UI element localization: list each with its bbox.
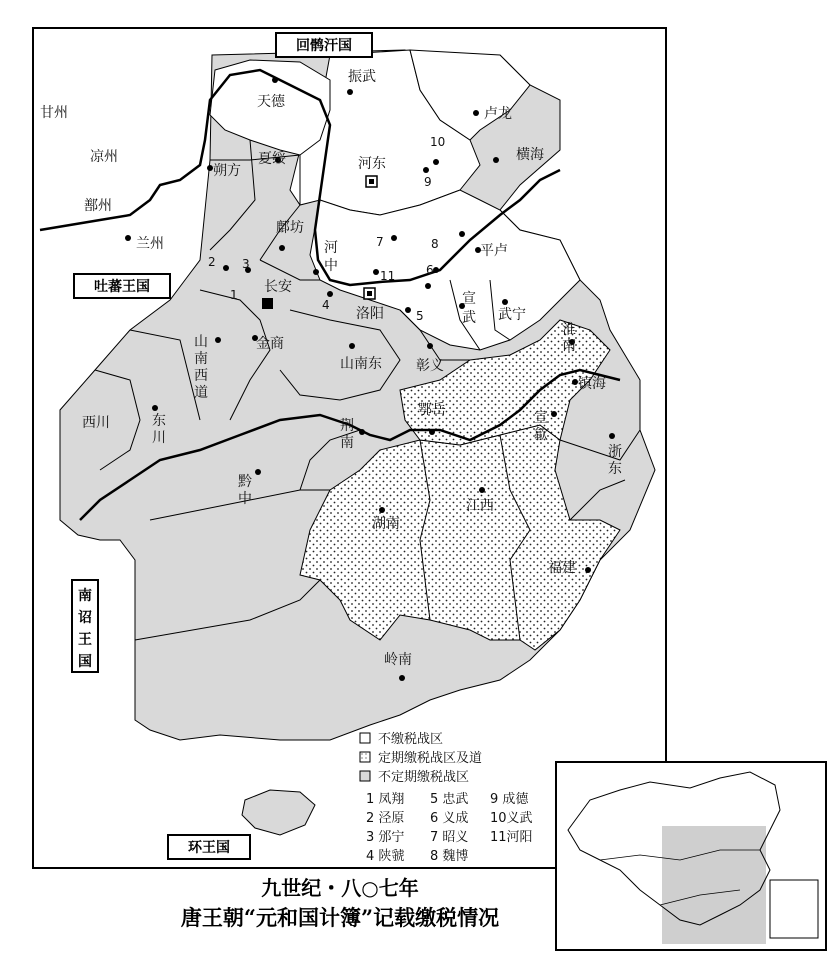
svg-text:鄂岳: 鄂岳 bbox=[418, 402, 446, 418]
svg-text:山南东: 山南东 bbox=[340, 356, 382, 372]
svg-text:镇海: 镇海 bbox=[578, 376, 606, 392]
huainan-nan: 南 bbox=[562, 338, 576, 354]
legend-swatch-irregular-tax bbox=[360, 771, 370, 781]
shannanxidao-1: 山 bbox=[194, 334, 208, 350]
svg-text:11河阳: 11河阳 bbox=[490, 830, 533, 845]
svg-text:3 邠宁: 3 邠宁 bbox=[366, 830, 405, 845]
shannanxidao-2: 南 bbox=[194, 351, 208, 367]
svg-text:9: 9 bbox=[424, 175, 432, 189]
svg-text:王: 王 bbox=[78, 632, 92, 648]
svg-text:7 昭义: 7 昭义 bbox=[430, 830, 469, 845]
svg-text:3: 3 bbox=[242, 257, 250, 271]
svg-text:夏绥: 夏绥 bbox=[258, 151, 286, 167]
svg-text:国: 国 bbox=[78, 654, 92, 670]
svg-text:武宁: 武宁 bbox=[498, 307, 526, 323]
xuanshe-she: 歙 bbox=[534, 427, 548, 443]
xuanshe-xuan: 宣 bbox=[534, 410, 548, 426]
svg-text:鄜坊: 鄜坊 bbox=[276, 220, 304, 236]
svg-text:金商: 金商 bbox=[256, 336, 284, 352]
svg-text:4: 4 bbox=[322, 298, 330, 312]
svg-text:定期缴税战区及道: 定期缴税战区及道 bbox=[378, 751, 483, 766]
svg-text:兰州: 兰州 bbox=[136, 236, 164, 252]
svg-text:1 凤翔: 1 凤翔 bbox=[366, 792, 405, 807]
legend-swatch-no-tax bbox=[360, 733, 370, 743]
svg-text:4 陕虢: 4 陕虢 bbox=[366, 849, 405, 864]
svg-text:卢龙: 卢龙 bbox=[484, 106, 512, 122]
jingnan-nan: 南 bbox=[340, 435, 354, 451]
svg-text:10义武: 10义武 bbox=[490, 811, 533, 826]
huainan-huai: 淮 bbox=[562, 322, 576, 338]
svg-text:鄯州: 鄯州 bbox=[84, 198, 112, 214]
kingdom-tibet bbox=[74, 274, 170, 298]
svg-text:横海: 横海 bbox=[516, 147, 544, 163]
svg-text:朔方: 朔方 bbox=[213, 163, 241, 179]
xuanwu-xuan: 宣 bbox=[462, 291, 476, 307]
svg-text:江西: 江西 bbox=[466, 498, 494, 514]
caption-line1: 九世纪・八○七年 bbox=[261, 876, 419, 900]
svg-text:长安: 长安 bbox=[264, 279, 292, 295]
shannanxidao-4: 道 bbox=[194, 385, 208, 401]
svg-text:诏: 诏 bbox=[78, 610, 92, 626]
svg-text:6 义成: 6 义成 bbox=[430, 811, 469, 826]
svg-text:1: 1 bbox=[230, 288, 238, 302]
shannanxidao-3: 西 bbox=[194, 368, 208, 384]
kingdom-nanzhao bbox=[72, 580, 98, 672]
svg-text:2 泾原: 2 泾原 bbox=[366, 811, 405, 826]
svg-text:彰义: 彰义 bbox=[416, 358, 444, 374]
svg-text:9 成德: 9 成德 bbox=[490, 792, 529, 807]
inset-highlight bbox=[662, 826, 766, 944]
capital-hedong-marker bbox=[366, 176, 377, 187]
dongchuan-dong: 东 bbox=[152, 413, 166, 429]
svg-text:河东: 河东 bbox=[358, 156, 386, 172]
svg-text:8: 8 bbox=[431, 237, 439, 251]
svg-text:10: 10 bbox=[430, 135, 446, 149]
svg-text:环王国: 环王国 bbox=[188, 840, 230, 856]
caption-line2: 唐王朝“元和国计簿”记载缴税情况 bbox=[180, 905, 500, 930]
kingdom-huan bbox=[168, 835, 250, 859]
dongchuan-chuan: 川 bbox=[152, 430, 166, 446]
jingnan-jing: 荆 bbox=[340, 418, 354, 434]
svg-text:2: 2 bbox=[208, 255, 216, 269]
kingdom-uyghur bbox=[276, 33, 372, 57]
svg-text:5: 5 bbox=[416, 309, 424, 323]
zhedong-zhe: 浙 bbox=[608, 444, 622, 460]
svg-text:岭南: 岭南 bbox=[384, 652, 412, 668]
svg-text:福建: 福建 bbox=[548, 560, 576, 576]
svg-text:5 忠武: 5 忠武 bbox=[430, 792, 469, 807]
zhedong-dong: 东 bbox=[608, 461, 622, 477]
svg-text:吐蕃王国: 吐蕃王国 bbox=[94, 279, 150, 295]
capital-changan-marker bbox=[262, 298, 273, 309]
svg-text:南: 南 bbox=[78, 588, 92, 604]
hezhong-zhong: 中 bbox=[324, 258, 338, 274]
svg-text:洛阳: 洛阳 bbox=[356, 306, 384, 322]
svg-text:西川: 西川 bbox=[82, 415, 110, 431]
capital-luoyang-marker bbox=[364, 288, 375, 299]
svg-text:不缴税战区: 不缴税战区 bbox=[378, 732, 444, 747]
xuanwu-wu: 武 bbox=[462, 310, 476, 326]
svg-text:天德: 天德 bbox=[257, 94, 285, 110]
svg-text:不定期缴税战区: 不定期缴税战区 bbox=[378, 770, 470, 785]
hezhong-he: 河 bbox=[324, 240, 338, 256]
inset-south-china-sea-box bbox=[770, 880, 818, 938]
svg-text:8 魏博: 8 魏博 bbox=[430, 849, 469, 864]
svg-text:湖南: 湖南 bbox=[372, 516, 400, 532]
svg-text:平卢: 平卢 bbox=[480, 243, 508, 259]
svg-text:回鹘汗国: 回鹘汗国 bbox=[296, 38, 352, 54]
legend-swatch-regular-tax bbox=[360, 752, 370, 762]
svg-text:11: 11 bbox=[380, 269, 396, 283]
svg-text:凉州: 凉州 bbox=[90, 149, 118, 165]
svg-text:6: 6 bbox=[426, 263, 434, 277]
svg-text:振武: 振武 bbox=[348, 69, 376, 85]
svg-text:甘州: 甘州 bbox=[40, 105, 68, 121]
qianzhong-qian: 黔 bbox=[238, 474, 252, 490]
qianzhong-zhong: 中 bbox=[238, 491, 252, 507]
svg-text:7: 7 bbox=[376, 235, 384, 249]
